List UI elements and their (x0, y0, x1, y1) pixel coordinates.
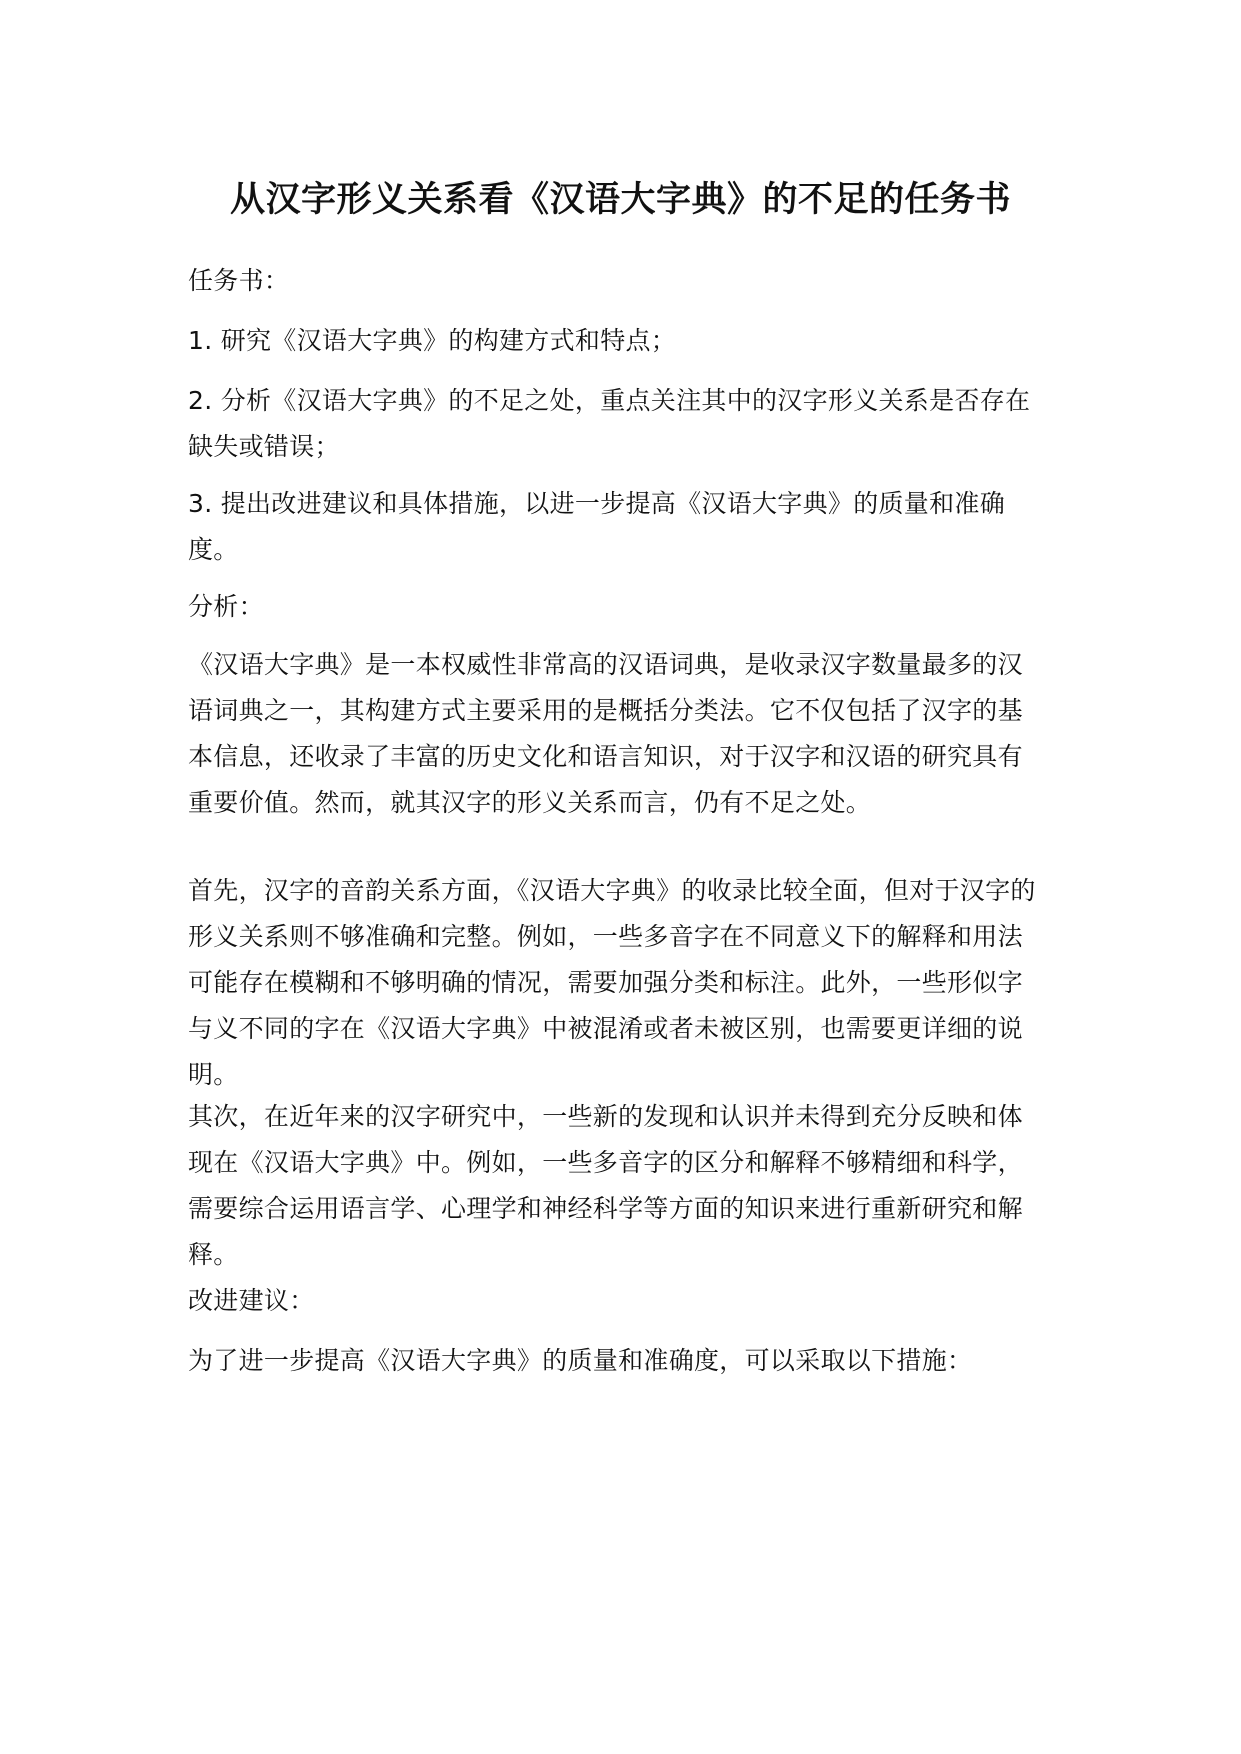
task-item-2: 2. 分析《汉语大字典》的不足之处，重点关注其中的汉字形义关系是否存在缺失或错误； (188, 386, 1031, 461)
task-item-3: 3. 提出改进建议和具体措施，以进一步提高《汉语大字典》的质量和准确度。 (188, 489, 1006, 564)
task-item-1: 1. 研究《汉语大字典》的构建方式和特点； (188, 326, 677, 355)
analysis-paragraph-1: 《汉语大字典》是一本权威性非常高的汉语词典，是收录汉字数量最多的汉语词典之一，其构建方式主要采用的是概括分类法。它不仅包括了汉字的基本信息，还收录了丰富的历史文化和语言知识，对于汉字和汉语的研究具有重要价值。然而，就其汉字的形义关系而言，仍有不足之处。 (188, 650, 1023, 817)
analysis-paragraph-3: 其次，在近年来的汉字研究中，一些新的发现和认识并未得到充分反映和体现在《汉语大字典》中。例如，一些多音字的区分和解释不够精细和科学，需要综合运用语言学、心理学和神经科学等方面的知识来进行重新研究和解释。 (188, 1102, 1023, 1269)
section-heading-suggestions: 改进建议： (188, 1286, 315, 1315)
suggestions-intro: 为了进一步提高《汉语大字典》的质量和准确度，可以采取以下措施： (188, 1346, 973, 1375)
document-title: 从汉字形义关系看《汉语大字典》的不足的任务书 (229, 180, 1011, 220)
analysis-paragraph-2: 首先，汉字的音韵关系方面，《汉语大字典》的收录比较全面，但对于汉字的形义关系则不够准确和完整。例如，一些多音字在不同意义下的解释和用法可能存在模糊和不够明确的情况，需要加强分类和标注。此外，一些形似字与义不同的字在《汉语大字典》中被混淆或者未被区别，也需要更详细的说明。 (188, 876, 1036, 1089)
section-heading-task: 任务书： (188, 266, 290, 295)
section-heading-analysis: 分析： (188, 592, 264, 621)
